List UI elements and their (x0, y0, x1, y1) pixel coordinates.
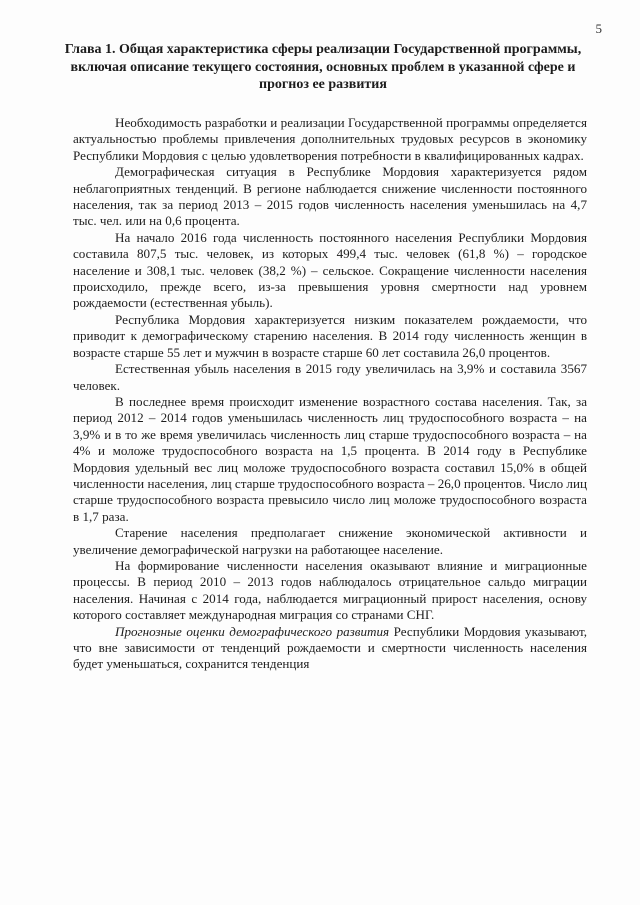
paragraph: Естественная убыль населения в 2015 году увеличилась на 3,9% и составила 3567 человек. (73, 361, 587, 393)
paragraph-text: Республики Мордовия указывают, что вне зависимости от тенденций рождаемости и смертности численность населения будет уменьшаться, сохранится тенденция (73, 623, 587, 672)
paragraph: Необходимость разработки и реализации Государственной программы определяется актуальностью проблемы привлечения дополнительных трудовых ресурсов в экономику Республики Мордовия с целью удовлетворения потребности в квалифицированных кадрах. (73, 115, 587, 163)
paragraph: Старение населения предполагает снижение экономической активности и увеличение демографической нагрузки на работающее население. (73, 525, 587, 557)
paragraph: На начало 2016 года численность постоянного населения Республики Мордовия составила 807,5 тыс. человек, из которых 499,4 тыс. человек (61,8 %) – городское население и 308,1 тыс. человек (38,2 %) – сельское. Сокращение численности населения происходило, прежде всего, из-за превышения уровня смертности над уровнем рождаемости (естественная убыль). (73, 229, 587, 311)
paragraph: Республика Мордовия характеризуется низким показателем рождаемости, что приводит к демографическому старению населения. В 2014 году численность женщин в возрасте старше 55 лет и мужчин в возрасте старше 60 лет составила 26,0 процентов. (73, 311, 587, 360)
paragraph: На формирование численности населения оказывают влияние и миграционные процессы. В период 2010 – 2013 годов наблюдалось отрицательное сальдо миграции населения. Начиная с 2014 года, наблюдается миграционный прирост населения, основу которого составляет международная миграция со странами СНГ. (73, 557, 587, 623)
italic-phrase: Прогнозные оценки демографического развития (115, 623, 390, 639)
paragraph: В последнее время происходит изменение возрастного состава населения. Так, за период 2012 – 2014 годов уменьшилась численность лиц трудоспособного возраста – на 3,9% и в то же время увеличилась численность лиц старше трудоспособного возраста – на 4% и моложе трудоспособного возраста на 1,5 процента. В 2014 году в Республике Мордовия удельный вес лиц моложе трудоспособного возраста составил 15,0% в общей численности населения, лиц старше трудоспособного возраста – 26,0 процентов. Число лиц старше трудоспособного возраста превысило число лиц моложе трудоспособного возраста в 1,7 раза. (73, 393, 587, 524)
paragraph-last (73, 624, 587, 673)
body-text (73, 115, 587, 673)
page-number: 5 (595, 21, 602, 36)
chapter-title: Глава 1. Общая характеристика сферы реализации Государственной программы, включая описание текущего состояния, основных проблем в указанной сфере и прогноз ее развития (64, 42, 582, 92)
paragraph: Демографическая ситуация в Республике Мордовия характеризуется рядом неблагоприятных тенденций. В регионе наблюдается снижение численности постоянного населения, так за период 2013 – 2015 годов численность населения уменьшилась на 4,7 тыс. чел. или на 0,6 процента. (73, 164, 587, 229)
